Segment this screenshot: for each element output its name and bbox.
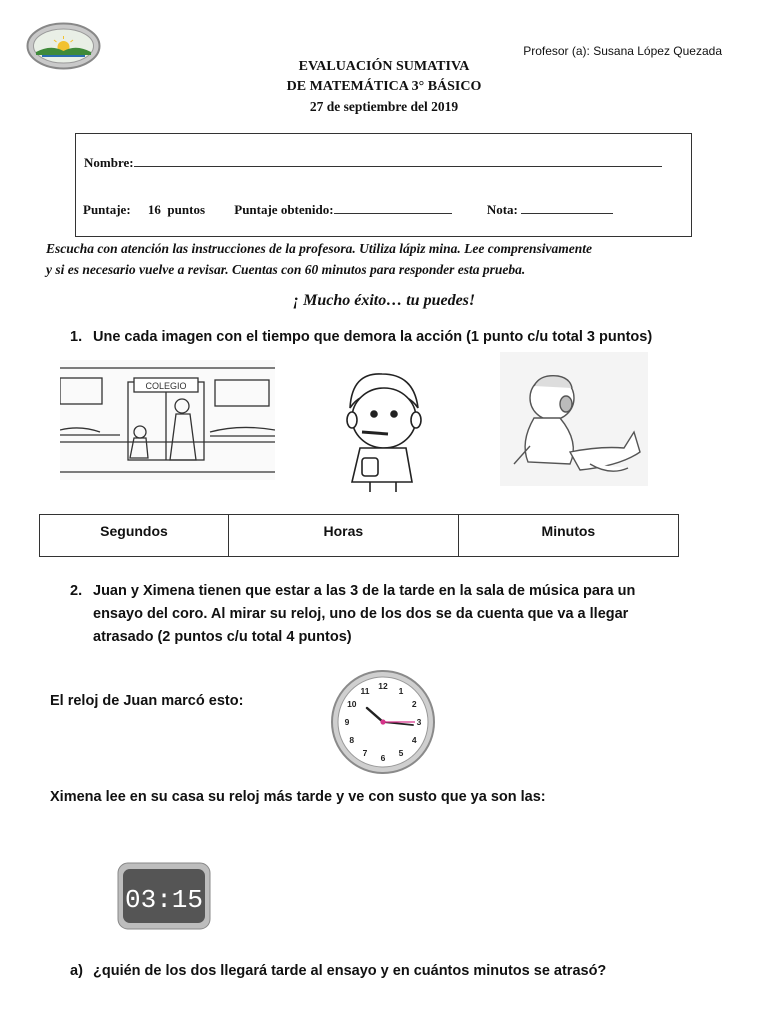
clock-number-6: 6 <box>380 753 386 763</box>
clock-number-5: 5 <box>398 748 404 759</box>
title-line-1: EVALUACIÓN SUMATIVA <box>298 59 470 74</box>
clock-number-3: 3 <box>416 717 422 727</box>
time-units-table <box>39 514 679 557</box>
title-line-2: DE MATEMÁTICA 3° BÁSICO <box>286 79 482 94</box>
obtained-label: Puntaje obtenido: <box>234 202 334 217</box>
sub-question-a <box>70 960 750 984</box>
clock-number-9: 9 <box>344 717 350 727</box>
teacher-name: Profesor (a): Susana López Quezada <box>523 44 722 58</box>
name-field[interactable] <box>134 154 662 167</box>
score-label: Puntaje: <box>83 202 131 217</box>
score-value: 16 puntos <box>147 202 205 217</box>
clock-number-4: 4 <box>411 735 417 745</box>
clock-number-1: 1 <box>398 685 404 696</box>
ximena-label: Ximena lee en su casa su reloj más tarde y ve con susto que ya son las: <box>50 789 546 805</box>
student-info-box <box>75 133 692 237</box>
boy-brushing-teeth-image <box>322 362 442 494</box>
person-yawning-image <box>500 352 648 486</box>
unit-minutes[interactable]: Minutos <box>458 515 678 557</box>
exam-date: 27 de septiembre del 2019 <box>309 99 459 114</box>
unit-seconds[interactable]: Segundos <box>40 515 229 557</box>
instructions <box>46 238 736 280</box>
question-1-number: 1. <box>70 329 83 345</box>
good-luck-message: ¡ Mucho éxito… tu puedes! <box>292 292 476 309</box>
juan-clock-label: El reloj de Juan marcó esto: <box>50 693 244 709</box>
grade-field[interactable] <box>521 201 613 214</box>
sub-question-a-text: ¿quién de los dos llegará tarde al ensayo y en cuántos minutos se atrasó? <box>93 963 607 979</box>
digital-clock-icon <box>117 862 211 930</box>
name-label: Nombre: <box>84 155 134 170</box>
question-1-text: Une cada imagen con el tiempo que demora la acción (1 punto c/u total 3 puntos) <box>93 329 653 345</box>
clock-number-7: 7 <box>362 748 368 759</box>
clock-number-10: 10 <box>347 699 357 709</box>
clock-number-11: 11 <box>360 685 370 696</box>
unit-hours[interactable]: Horas <box>228 515 458 557</box>
instructions-line-1: Escucha con atención las instrucciones de la profesora. Utiliza lápiz mina. Lee comprensivamente <box>46 241 593 256</box>
question-1 <box>70 326 750 350</box>
sub-question-a-label: a) <box>70 963 83 979</box>
school-sign-text: COLEGIO <box>145 381 187 391</box>
grade-label: Nota: <box>486 202 518 217</box>
question-2-number: 2. <box>70 583 83 599</box>
question-2 <box>70 580 750 650</box>
analog-clock-icon <box>329 670 437 774</box>
school-dropoff-image <box>60 360 275 480</box>
clock-number-2: 2 <box>411 699 417 709</box>
question-2-line-1: Juan y Ximena tienen que estar a las 3 de la tarde en la sala de música para un <box>93 583 636 599</box>
question-2-line-2: ensayo del coro. Al mirar su reloj, uno de los dos se da cuenta que va a llegar <box>93 606 629 622</box>
digital-time-text: 03:15 <box>124 885 204 915</box>
instructions-line-2: y si es necesario vuelve a revisar. Cuentas con 60 minutos para responder esta prueba. <box>46 262 526 277</box>
question-2-line-3: atrasado (2 puntos c/u total 4 puntos) <box>93 629 352 645</box>
clock-number-8: 8 <box>349 735 355 745</box>
obtained-field[interactable] <box>334 201 452 214</box>
clock-number-12: 12 <box>378 681 388 691</box>
